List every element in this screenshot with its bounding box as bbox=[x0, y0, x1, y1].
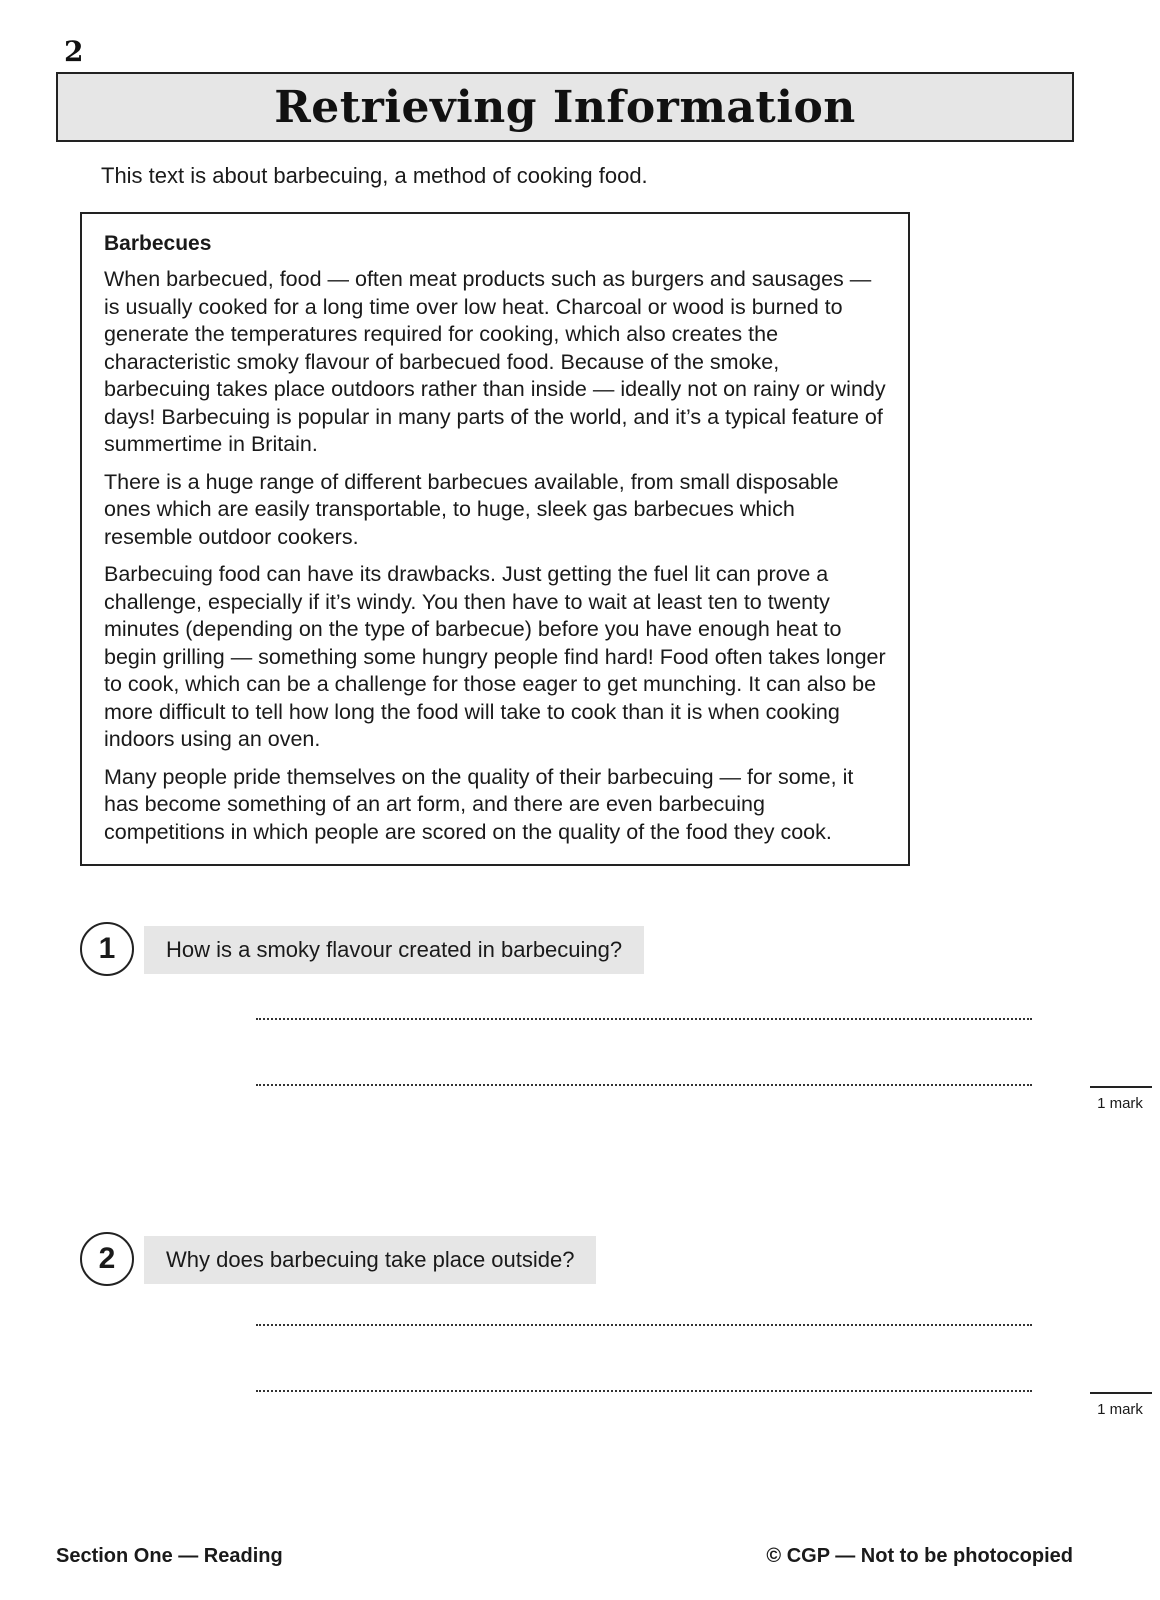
footer-copyright: © CGP — Not to be photocopied bbox=[766, 1545, 1073, 1567]
answer-line[interactable] bbox=[256, 1082, 1032, 1086]
intro-text: This text is about barbecuing, a method of cooking food. bbox=[101, 163, 648, 188]
page-title: Retrieving Information bbox=[274, 82, 856, 133]
passage-box bbox=[80, 212, 910, 866]
mark-box-line[interactable] bbox=[1090, 1392, 1152, 1394]
mark-label: 1 mark bbox=[1097, 1095, 1143, 1112]
title-banner bbox=[56, 72, 1074, 142]
footer-section-label: Section One — Reading bbox=[56, 1545, 283, 1567]
question-text: Why does barbecuing take place outside? bbox=[144, 1236, 596, 1284]
mark-box-line[interactable] bbox=[1090, 1086, 1152, 1088]
question-number-badge: 2 bbox=[80, 1232, 134, 1286]
question-text: How is a smoky flavour created in barbecuing? bbox=[144, 926, 644, 974]
mark-label: 1 mark bbox=[1097, 1401, 1143, 1418]
answer-line[interactable] bbox=[256, 1016, 1032, 1020]
answer-line[interactable] bbox=[256, 1322, 1032, 1326]
question-1 bbox=[80, 922, 1143, 1112]
page-number: 2 bbox=[64, 35, 84, 68]
passage-paragraph-3: Barbecuing food can have its drawbacks. Just getting the fuel lit can prove a challenge, especially if it’s windy. You then have to wait at least ten to twenty minutes (depending on the type of barbecue) before you have enough heat to begin grilling — something some hungry people find hard! Food often takes longer to cook, which can be a challenge for those eager to get munching. It can also be more difficult to tell how long the food will take to cook than it is when cooking indoors using an oven. bbox=[104, 562, 886, 751]
passage-paragraph-4: Many people pride themselves on the quality of their barbecuing — for some, it has become something of an art form, and there are even barbecuing competitions in which people are scored on the quality of the food they cook. bbox=[104, 764, 854, 844]
question-2 bbox=[80, 1232, 1143, 1418]
passage-paragraph-1: When barbecued, food — often meat products such as burgers and sausages — is usually cooked for a long time over low heat. Charcoal or wood is burned to generate the temperatures required for cooking, which also creates the characteristic smoky flavour of barbecued food. Because of the smoke, barbecuing takes place outdoors rather than inside — ideally not on rainy or windy days! Barbecuing is popular in many parts of the world, and it’s a typical feature of summertime in Britain. bbox=[104, 267, 886, 456]
passage-paragraph-2: There is a huge range of different barbecues available, from small disposable ones which are easily transportable, to huge, sleek gas barbecues which resemble outdoor cookers. bbox=[104, 469, 839, 549]
answer-line[interactable] bbox=[256, 1388, 1032, 1392]
question-number-badge: 1 bbox=[80, 922, 134, 976]
passage-heading: Barbecues bbox=[104, 232, 212, 255]
